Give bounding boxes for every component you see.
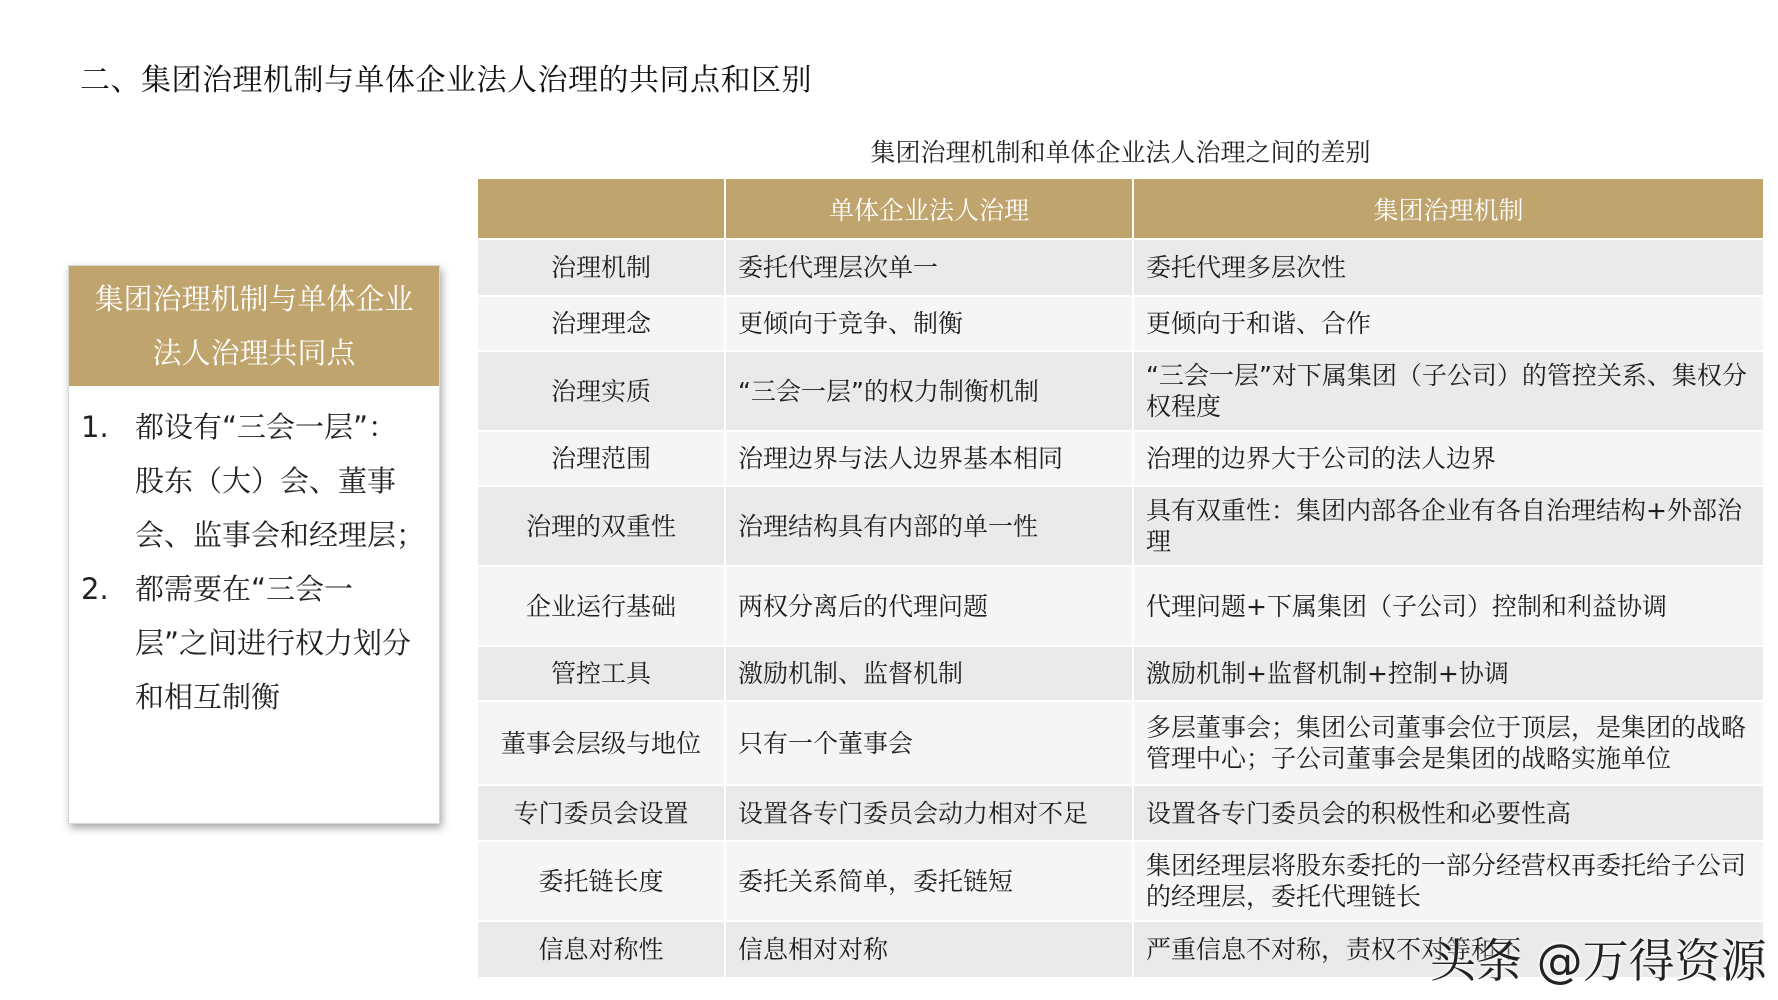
table-row <box>478 701 1763 785</box>
table-row <box>478 646 1763 701</box>
aspect-cell: 治理机制 <box>478 239 725 296</box>
header-single-entity: 单体企业法人治理 <box>725 179 1133 239</box>
aspect-cell: 管控工具 <box>478 646 725 701</box>
group-mechanism-cell: 激励机制+监督机制+控制+协调 <box>1133 646 1763 701</box>
single-entity-cell: 只有一个董事会 <box>725 701 1133 785</box>
single-entity-cell: 委托代理层次单一 <box>725 239 1133 296</box>
table-header-row <box>478 179 1763 239</box>
aspect-cell: 治理理念 <box>478 296 725 351</box>
list-item <box>81 400 425 562</box>
table-caption: 集团治理机制和单体企业法人治理之间的差别 <box>870 138 1371 167</box>
table-row <box>478 431 1763 486</box>
list-item-text: 都需要在“三会一层”之间进行权力划分和相互制衡 <box>135 572 412 714</box>
table-row <box>478 296 1763 351</box>
group-mechanism-cell: 代理问题+下属集团（子公司）控制和利益协调 <box>1133 566 1763 646</box>
list-item-number: 1. <box>81 410 109 444</box>
single-entity-cell: 设置各专门委员会动力相对不足 <box>725 785 1133 841</box>
single-entity-cell: 信息相对对称 <box>725 921 1133 977</box>
common-points-card <box>68 265 440 824</box>
watermark: 头条 @万得资源 <box>1430 934 1767 988</box>
single-entity-cell: 更倾向于竞争、制衡 <box>725 296 1133 351</box>
table-row <box>478 239 1763 296</box>
single-entity-cell: 两权分离后的代理问题 <box>725 566 1133 646</box>
aspect-cell: 委托链长度 <box>478 841 725 921</box>
group-mechanism-cell: 委托代理多层次性 <box>1133 239 1763 296</box>
group-mechanism-cell: 多层董事会；集团公司董事会位于顶层，是集团的战略管理中心；子公司董事会是集团的战略实施单位 <box>1133 701 1763 785</box>
aspect-cell: 治理范围 <box>478 431 725 486</box>
single-entity-cell: 委托关系简单，委托链短 <box>725 841 1133 921</box>
table-row <box>478 351 1763 431</box>
common-points-header: 集团治理机制与单体企业法人治理共同点 <box>69 266 439 386</box>
aspect-cell: 治理的双重性 <box>478 486 725 566</box>
single-entity-cell: 治理边界与法人边界基本相同 <box>725 431 1133 486</box>
group-mechanism-cell: 更倾向于和谐、合作 <box>1133 296 1763 351</box>
group-mechanism-cell: 严重信息不对称，责权不对等和不 <box>1133 921 1763 977</box>
header-group-mechanism: 集团治理机制 <box>1133 179 1763 239</box>
group-mechanism-cell: 集团经理层将股东委托的一部分经营权再委托给子公司的经理层，委托代理链长 <box>1133 841 1763 921</box>
table-row <box>478 486 1763 566</box>
single-entity-cell: 治理结构具有内部的单一性 <box>725 486 1133 566</box>
aspect-cell: 企业运行基础 <box>478 566 725 646</box>
aspect-cell: 信息对称性 <box>478 921 725 977</box>
group-mechanism-cell: “三会一层”对下属集团（子公司）的管控关系、集权分权程度 <box>1133 351 1763 431</box>
table-row <box>478 566 1763 646</box>
table-row <box>478 785 1763 841</box>
page-title: 二、集团治理机制与单体企业法人治理的共同点和区别 <box>80 63 812 98</box>
table-row <box>478 841 1763 921</box>
header-aspect <box>478 179 725 239</box>
group-mechanism-cell: 治理的边界大于公司的法人边界 <box>1133 431 1763 486</box>
common-points-list <box>69 386 439 724</box>
list-item <box>81 562 425 724</box>
list-item-text: 都设有“三会一层”：股东（大）会、董事会、监事会和经理层； <box>135 410 426 552</box>
group-mechanism-cell: 具有双重性：集团内部各企业有各自治理结构+外部治理 <box>1133 486 1763 566</box>
aspect-cell: 治理实质 <box>478 351 725 431</box>
single-entity-cell: “三会一层”的权力制衡机制 <box>725 351 1133 431</box>
group-mechanism-cell: 设置各专门委员会的积极性和必要性高 <box>1133 785 1763 841</box>
list-item-number: 2. <box>81 572 109 606</box>
aspect-cell: 董事会层级与地位 <box>478 701 725 785</box>
comparison-table <box>478 179 1763 977</box>
aspect-cell: 专门委员会设置 <box>478 785 725 841</box>
single-entity-cell: 激励机制、监督机制 <box>725 646 1133 701</box>
